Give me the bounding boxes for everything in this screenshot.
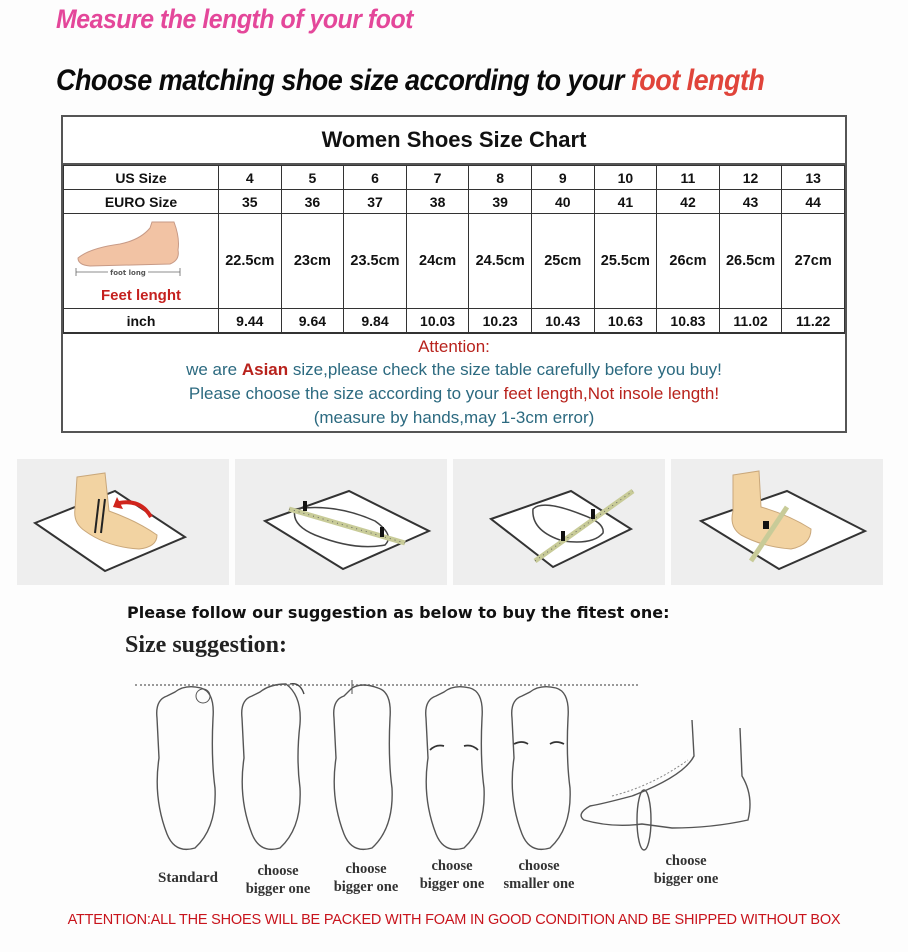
attention-line-1: we are Asian size,please check the size table carefully before you buy! bbox=[186, 360, 722, 379]
step-foot-on-paper bbox=[17, 459, 229, 585]
cell: 23cm bbox=[281, 214, 344, 309]
table-row-euro bbox=[64, 190, 845, 214]
subtitle-text: Choose matching shoe size according to your bbox=[56, 64, 631, 97]
cell: 10.83 bbox=[657, 309, 720, 333]
svg-text:foot long: foot long bbox=[110, 269, 146, 277]
cell: 11.02 bbox=[719, 309, 782, 333]
cell: 10.43 bbox=[531, 309, 594, 333]
row-label-feet-length bbox=[64, 214, 219, 309]
cell: 37 bbox=[344, 190, 407, 214]
cell: 6 bbox=[344, 166, 407, 190]
bunion-foot-icon bbox=[230, 678, 310, 858]
wide-foot-icon bbox=[414, 678, 494, 858]
cell: 26.5cm bbox=[719, 214, 782, 309]
cell: 26cm bbox=[657, 214, 720, 309]
page-title: Measure the length of your foot bbox=[56, 4, 413, 34]
cell: 40 bbox=[531, 190, 594, 214]
foot-width-ruler-icon bbox=[671, 459, 883, 585]
outline-ruler-measure-icon bbox=[453, 459, 665, 585]
high-instep-foot-icon bbox=[572, 716, 762, 856]
attention-title: Attention: bbox=[418, 337, 490, 356]
cell: 5 bbox=[281, 166, 344, 190]
size-chart-title: Women Shoes Size Chart bbox=[63, 117, 845, 165]
cell: 11.22 bbox=[782, 309, 845, 333]
cell: 35 bbox=[219, 190, 282, 214]
label-narrow: choose smaller one bbox=[503, 858, 575, 892]
cell: 11 bbox=[657, 166, 720, 190]
long-toe-foot-icon bbox=[322, 678, 402, 858]
cell: 42 bbox=[657, 190, 720, 214]
cell: 24cm bbox=[406, 214, 469, 309]
suggestion-title: Size suggestion: bbox=[125, 632, 287, 658]
foot-side-icon bbox=[70, 218, 210, 278]
cell: 9.64 bbox=[281, 309, 344, 333]
cell: 22.5cm bbox=[219, 214, 282, 309]
narrow-foot-icon bbox=[500, 678, 580, 858]
attention-line-2: Please choose the size according to your feet length,Not insole length! bbox=[188, 384, 720, 403]
cell: 9.84 bbox=[344, 309, 407, 333]
table-row-us bbox=[64, 166, 845, 190]
cell: 12 bbox=[719, 166, 782, 190]
cell: 24.5cm bbox=[469, 214, 532, 309]
cell: 10.23 bbox=[469, 309, 532, 333]
step-outline-ruler bbox=[235, 459, 447, 585]
label-bunion: choose bigger one bbox=[245, 863, 311, 897]
cell: 23.5cm bbox=[344, 214, 407, 309]
cell: 27cm bbox=[782, 214, 845, 309]
attention-box bbox=[63, 333, 845, 433]
cell: 25.5cm bbox=[594, 214, 657, 309]
foot-outline-ruler-icon bbox=[235, 459, 447, 585]
cell: 44 bbox=[782, 190, 845, 214]
cell: 9.44 bbox=[219, 309, 282, 333]
row-label-euro: EURO Size bbox=[64, 190, 219, 214]
cell: 25cm bbox=[531, 214, 594, 309]
label-standard: Standard bbox=[157, 870, 219, 886]
row-label-inch: inch bbox=[64, 309, 219, 333]
table-row-inch bbox=[64, 309, 845, 333]
suggestion-intro: Please follow our suggestion as below to buy the fitest one: bbox=[127, 603, 670, 622]
label-wide: choose bigger one bbox=[419, 858, 485, 892]
cell: 7 bbox=[406, 166, 469, 190]
cell: 8 bbox=[469, 166, 532, 190]
subtitle-highlight: foot length bbox=[630, 64, 765, 97]
cell: 38 bbox=[406, 190, 469, 214]
step-foot-width-ruler bbox=[671, 459, 883, 585]
label-long-toe: choose bigger one bbox=[333, 861, 399, 895]
cell: 13 bbox=[782, 166, 845, 190]
step-measure-outline bbox=[453, 459, 665, 585]
cell: 4 bbox=[219, 166, 282, 190]
cell: 43 bbox=[719, 190, 782, 214]
measure-steps bbox=[17, 459, 883, 585]
row-label-us: US Size bbox=[64, 166, 219, 190]
cell: 9 bbox=[531, 166, 594, 190]
standard-foot-icon bbox=[145, 678, 225, 858]
foot-on-paper-icon bbox=[17, 459, 229, 585]
cell: 10 bbox=[594, 166, 657, 190]
cell: 39 bbox=[469, 190, 532, 214]
cell: 41 bbox=[594, 190, 657, 214]
size-table bbox=[63, 165, 845, 333]
cell: 10.63 bbox=[594, 309, 657, 333]
size-chart bbox=[61, 115, 847, 433]
cell: 10.03 bbox=[406, 309, 469, 333]
attention-line-3: (measure by hands,may 1-3cm error) bbox=[313, 408, 595, 427]
page-subtitle bbox=[56, 64, 764, 98]
cell: 36 bbox=[281, 190, 344, 214]
label-high-instep: choose bigger one bbox=[653, 853, 719, 887]
feet-length-label: Feet lenght bbox=[100, 287, 181, 304]
shipping-notice: ATTENTION:ALL THE SHOES WILL BE PACKED WITH FOAM IN GOOD CONDITION AND BE SHIPPED WITHOUT BOX bbox=[67, 912, 841, 928]
table-row-cm bbox=[64, 214, 845, 309]
